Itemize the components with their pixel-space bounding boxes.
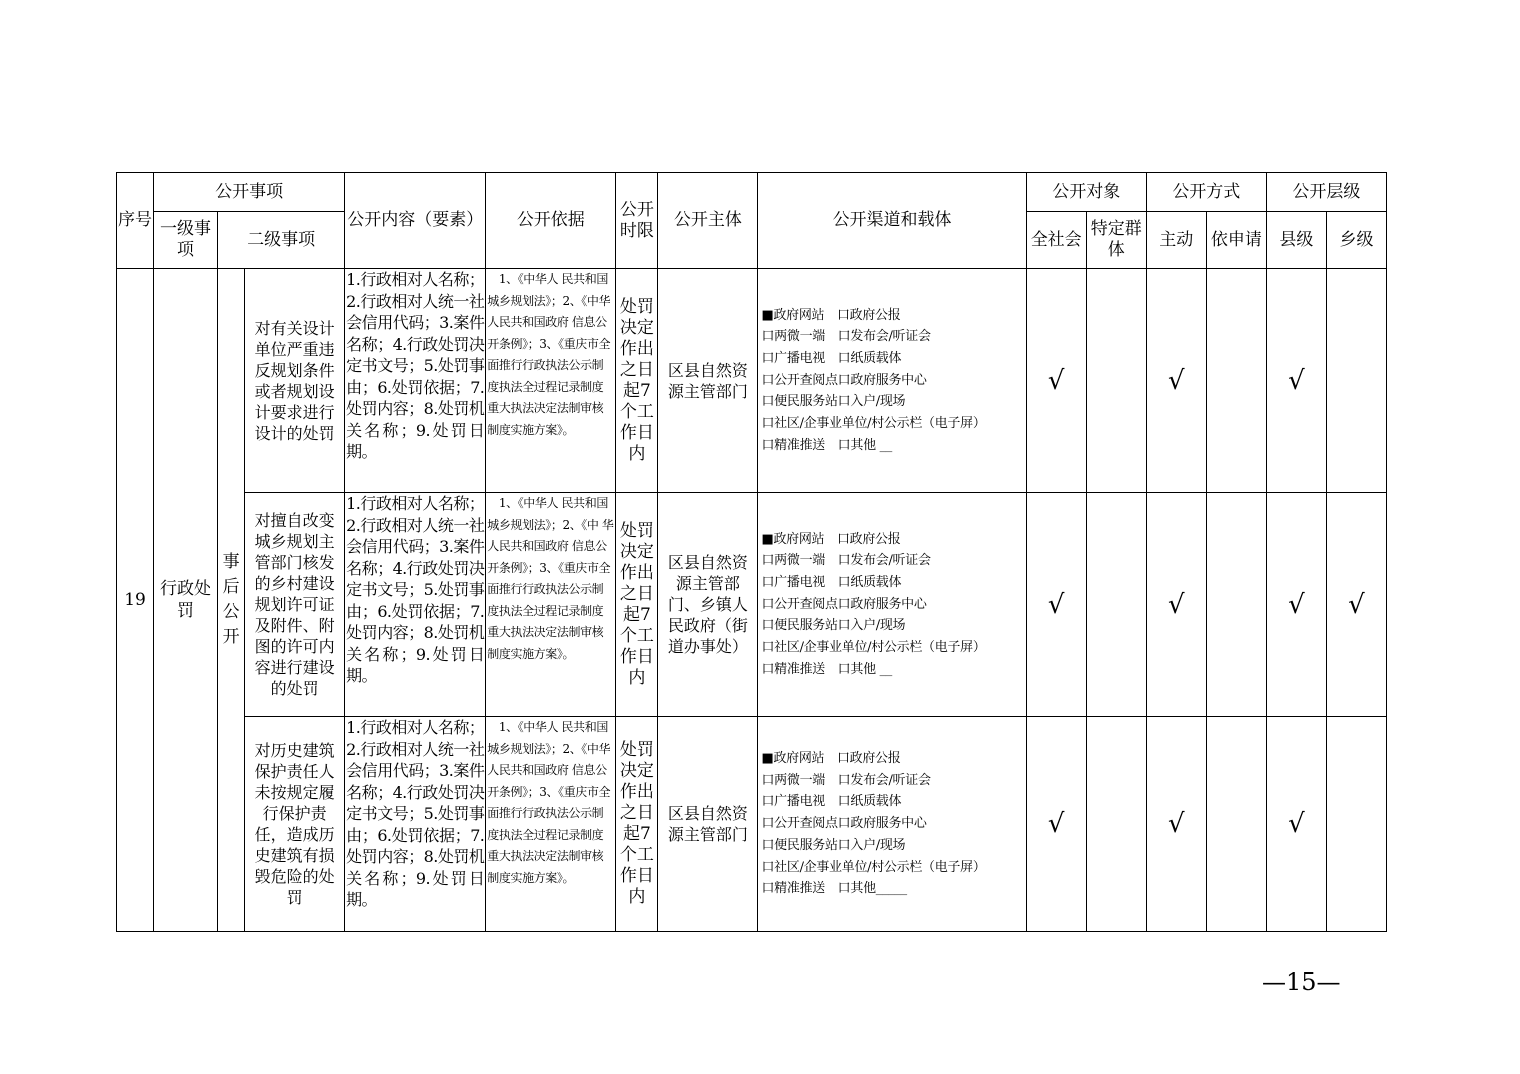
channel-list xyxy=(758,493,1026,717)
disclosure-basis: 1、《中华人 民共和国城乡规划法》；2、《中 华人民共和国政府 信息公开条例》；3、《重庆市全面推行行政执法公示制度执法全过程记录制度重大执法决定法制审核制度实施方案》。 xyxy=(486,493,616,717)
check-method-request xyxy=(1206,717,1266,932)
time-limit: 处罚决定作出之日起7个工作日内 xyxy=(616,493,658,717)
disclosure-content: 1.行政相对人名称；2.行政相对人统一社会信用代码；3.案件名称；4.行政处罚决定书文号；5.处罚事由；6.处罚依据；7.处罚内容；8.处罚机关名称；9.处罚日期。 xyxy=(345,269,486,493)
channel-line: 口广播电视 口纸质载体 xyxy=(761,794,902,810)
header-subject: 公开主体 xyxy=(658,173,758,269)
channel-list xyxy=(758,717,1026,932)
channel-line: 口精准推送 口其他 __ xyxy=(761,661,893,677)
channel-line: 口便民服务站口入户/现场 xyxy=(761,618,906,634)
disclosure-basis: 1、《中华人 民共和国城乡规划法》；2、《中华人民共和国政府 信息公开条例》；3、《重庆市全面推行行政执法公示制度执法全过程记录制度重大执法决定法制审核制度实施方案》。 xyxy=(486,717,616,932)
channel-line: 口便民服务站口入户/现场 xyxy=(761,837,906,853)
disclosure-table xyxy=(116,172,1387,932)
check-target-specific xyxy=(1086,269,1146,493)
channel-line: 口两微一端 口发布会/听证会 xyxy=(761,772,931,788)
check-target-specific xyxy=(1086,717,1146,932)
check-target-all: √ xyxy=(1026,269,1086,493)
channel-list xyxy=(758,269,1026,493)
level2-item: 对擅自改变城乡规划主管部门核发的乡村建设规划许可证及附件、附图的许可内容进行建设的处罚 xyxy=(245,493,345,717)
header-level2: 二级事项 xyxy=(218,212,345,269)
header-item: 公开事项 xyxy=(154,173,345,212)
level2-item: 对历史建筑保护责任人未按规定履行保护责任，造成历史建筑有损毁危险的处罚 xyxy=(245,717,345,932)
header-time-limit: 公开时限 xyxy=(616,173,658,269)
channel-line: 口社区/企事业单位/村公示栏（电子屏） xyxy=(761,640,986,656)
disclosure-subject: 区县自然资源主管部门、乡镇人民政府（街道办事处） xyxy=(658,493,758,717)
level1-item: 行政处罚 xyxy=(154,269,218,932)
header-method-request: 依申请 xyxy=(1206,212,1266,269)
check-method-request xyxy=(1206,493,1266,717)
seq-number: 19 xyxy=(117,269,154,932)
channel-line: 口公开查阅点口政府服务中心 xyxy=(761,816,927,832)
check-method-active: √ xyxy=(1146,269,1206,493)
channel-line: ■政府网站 口政府公报 xyxy=(761,751,901,767)
channel-line: 口社区/企事业单位/村公示栏（电子屏） xyxy=(761,416,986,432)
check-level-county: √ xyxy=(1266,269,1326,493)
disclosure-content: 1.行政相对人名称；2.行政相对人统一社会信用代码；3.案件名称；4.行政处罚决定书文号；5.处罚事由；6.处罚依据；7.处罚内容；8.处罚机关名称；9.处罚日期。 xyxy=(345,493,486,717)
table-row xyxy=(117,269,1387,493)
disclosure-content: 1.行政相对人名称；2.行政相对人统一社会信用代码；3.案件名称；4.行政处罚决定书文号；5.处罚事由；6.处罚依据；7.处罚内容；8.处罚机关名称；9.处罚日期。 xyxy=(345,717,486,932)
channel-line: 口广播电视 口纸质载体 xyxy=(761,350,902,366)
level2-item: 对有关设计单位严重违反规划条件或者规划设计要求进行设计的处罚 xyxy=(245,269,345,493)
header-target-all: 全社会 xyxy=(1026,212,1086,269)
disclosure-subject: 区县自然资源主管部门 xyxy=(658,717,758,932)
check-target-all: √ xyxy=(1026,717,1086,932)
check-level-town xyxy=(1326,269,1386,493)
check-method-active: √ xyxy=(1146,717,1206,932)
header-level-county: 县级 xyxy=(1266,212,1326,269)
header-target-specific: 特定群体 xyxy=(1086,212,1146,269)
header-method: 公开方式 xyxy=(1146,173,1266,212)
disclosure-subject: 区县自然资源主管部门 xyxy=(658,269,758,493)
time-limit: 处罚决定作出之日起7个工作日内 xyxy=(616,717,658,932)
page-number: —15— xyxy=(1262,968,1341,996)
disclosure-basis: 1、《中华人 民共和国城乡规划法》；2、《中华人民共和国政府 信息公开条例》；3、《重庆市全面推行行政执法公示制度执法全过程记录制度重大执法决定法制审核制度实施方案》。 xyxy=(486,269,616,493)
channel-line: 口广播电视 口纸质载体 xyxy=(761,574,902,590)
check-level-town xyxy=(1326,717,1386,932)
header-seq: 序号 xyxy=(117,173,154,269)
time-limit: 处罚决定作出之日起7个工作日内 xyxy=(616,269,658,493)
channel-line: 口社区/企事业单位/村公示栏（电子屏） xyxy=(761,859,986,875)
check-target-specific xyxy=(1086,493,1146,717)
channel-line: 口精准推送 口其他 __ xyxy=(761,437,893,453)
header-target: 公开对象 xyxy=(1026,173,1146,212)
header-basis: 公开依据 xyxy=(486,173,616,269)
channel-line: 口精准推送 口其他_____ xyxy=(761,881,907,897)
check-level-county: √ xyxy=(1266,493,1326,717)
header-channel: 公开渠道和载体 xyxy=(758,173,1026,269)
channel-line: 口公开查阅点口政府服务中心 xyxy=(761,372,927,388)
header-level-town: 乡级 xyxy=(1326,212,1386,269)
channel-line: 口两微一端 口发布会/听证会 xyxy=(761,329,931,345)
channel-line: 口公开查阅点口政府服务中心 xyxy=(761,596,927,612)
check-method-active: √ xyxy=(1146,493,1206,717)
header-method-active: 主动 xyxy=(1146,212,1206,269)
table-row xyxy=(117,493,1387,717)
header-content: 公开内容（要素） xyxy=(345,173,486,269)
header-level: 公开层级 xyxy=(1266,173,1386,212)
check-method-request xyxy=(1206,269,1266,493)
channel-line: ■政府网站 口政府公报 xyxy=(761,307,901,323)
channel-line: 口两微一端 口发布会/听证会 xyxy=(761,553,931,569)
check-level-county: √ xyxy=(1266,717,1326,932)
table-row xyxy=(117,717,1387,932)
check-target-all: √ xyxy=(1026,493,1086,717)
disclosure-phase: 事后公开 xyxy=(218,269,245,932)
header-level1: 一级事项 xyxy=(154,212,218,269)
check-level-town: √ xyxy=(1326,493,1386,717)
channel-line: 口便民服务站口入户/现场 xyxy=(761,394,906,410)
channel-line: ■政府网站 口政府公报 xyxy=(761,531,901,547)
